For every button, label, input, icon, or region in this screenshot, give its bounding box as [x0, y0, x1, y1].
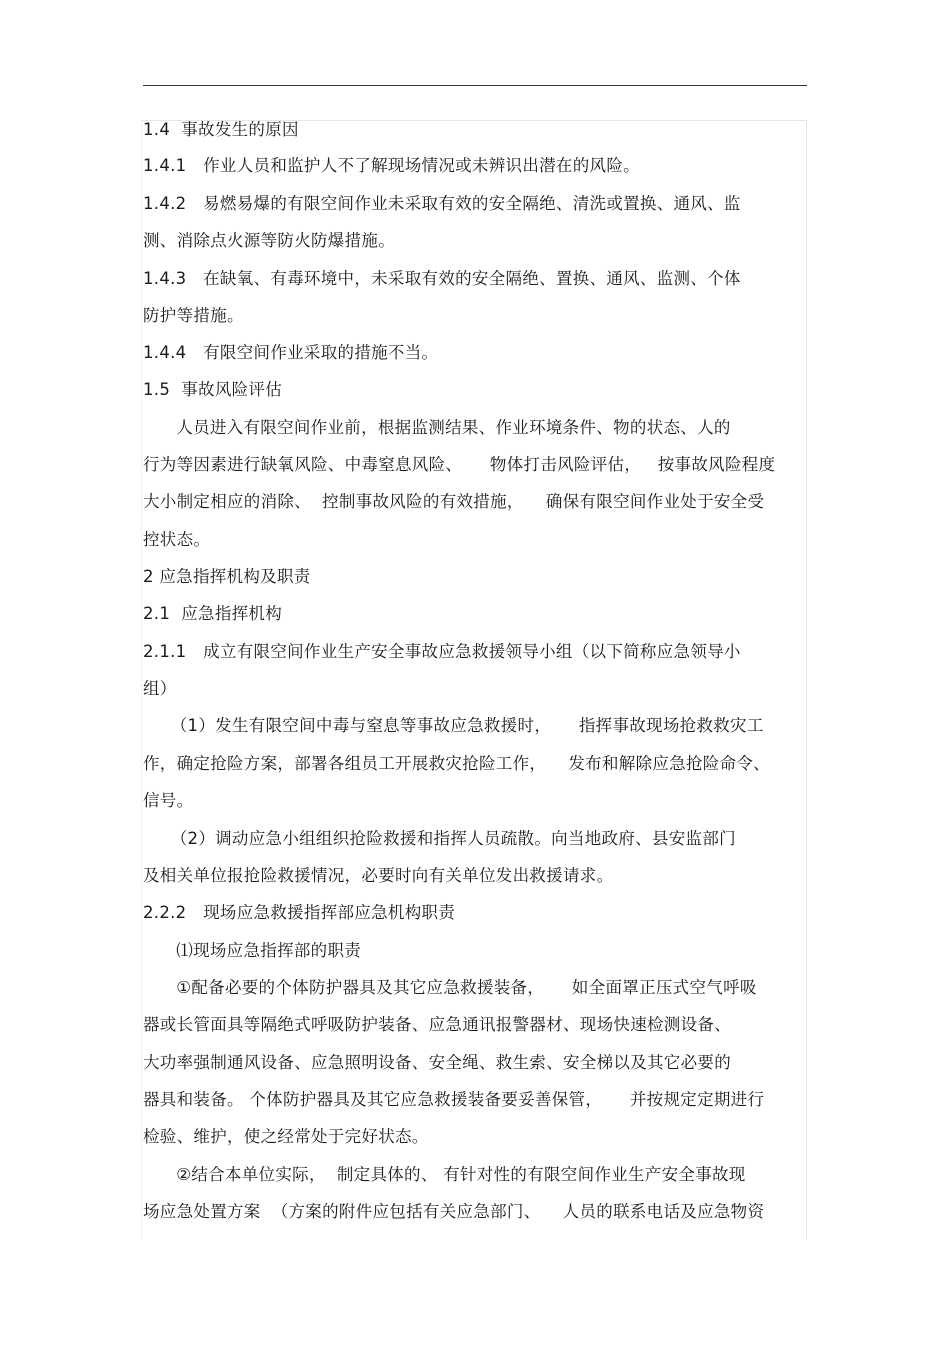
text-line: 防护等措施。: [143, 306, 244, 325]
text-line: ②结合本单位实际， 制定具体的、 有针对性的有限空间作业生产安全事故现: [143, 1165, 746, 1184]
text-line: 1.4.3 在缺氧、有毒环境中，未采取有效的安全隔绝、置换、通风、监测、个体: [143, 269, 741, 288]
header-rule: [143, 85, 807, 86]
text-line: 1.4.1 作业人员和监护人不了解现场情况或未辨识出潜在的风险。: [143, 156, 640, 175]
text-line: 1.4.2 易燃易爆的有限空间作业未采取有效的安全隔绝、清洗或置换、通风、监: [143, 194, 741, 213]
text-line: 组）: [143, 679, 177, 698]
text-line: 2.2.2 现场应急救援指挥部应急机构职责: [143, 903, 456, 922]
text-line: 大功率强制通风设备、应急照明设备、安全绳、救生索、安全梯以及其它必要的: [143, 1053, 731, 1072]
text-line: 1.4.4 有限空间作业采取的措施不当。: [143, 343, 439, 362]
text-line: 检验、维护，使之经常处于完好状态。: [143, 1127, 429, 1146]
text-line: ⑴现场应急指挥部的职责: [143, 941, 362, 960]
text-line: （2）调动应急小组组织抢险救援和指挥人员疏散。向当地政府、县安监部门: [143, 829, 736, 848]
text-line: 及相关单位报抢险救援情况，必要时向有关单位发出救援请求。: [143, 866, 614, 885]
text-line: 场应急处置方案 （方案的附件应包括有关应急部门、 人员的联系电话及应急物资: [143, 1202, 765, 1221]
text-line: 信号。: [143, 791, 194, 810]
text-line: 控状态。: [143, 530, 211, 549]
text-line: 作，确定抢险方案，部署各组员工开展救灾抢险工作， 发布和解除应急抢险命令、: [143, 754, 770, 773]
text-line: 2.1 应急指挥机构: [143, 604, 283, 623]
text-line: 大小制定相应的消除、 控制事故风险的有效措施， 确保有限空间作业处于安全受: [143, 492, 765, 511]
text-line: 行为等因素进行缺氧风险、中毒窒息风险、 物体打击风险评估， 按事故风险程度: [143, 455, 776, 474]
text-line: 1.5 事故风险评估: [143, 380, 283, 399]
text-line: 器具和装备。 个体防护器具及其它应急救援装备要妥善保管， 并按规定定期进行: [143, 1090, 765, 1109]
text-line: 器或长管面具等隔绝式呼吸防护装备、应急通讯报警器材、现场快速检测设备、: [143, 1015, 731, 1034]
text-line: （1）发生有限空间中毒与窒息等事故应急救援时， 指挥事故现场抢救救灾工: [143, 716, 764, 735]
text-line: 1.4 事故发生的原因: [143, 120, 299, 139]
text-line: 人员进入有限空间作业前，根据监测结果、作业环境条件、物的状态、人的: [143, 418, 731, 437]
text-line: 2.1.1 成立有限空间作业生产安全事故应急救援领导小组（以下简称应急领导小: [143, 642, 741, 661]
text-line: 2 应急指挥机构及职责: [143, 567, 311, 586]
text-line: ①配备必要的个体防护器具及其它应急救援装备， 如全面罩正压式空气呼吸: [143, 978, 757, 997]
text-line: 测、消除点火源等防火防爆措施。: [143, 231, 395, 250]
